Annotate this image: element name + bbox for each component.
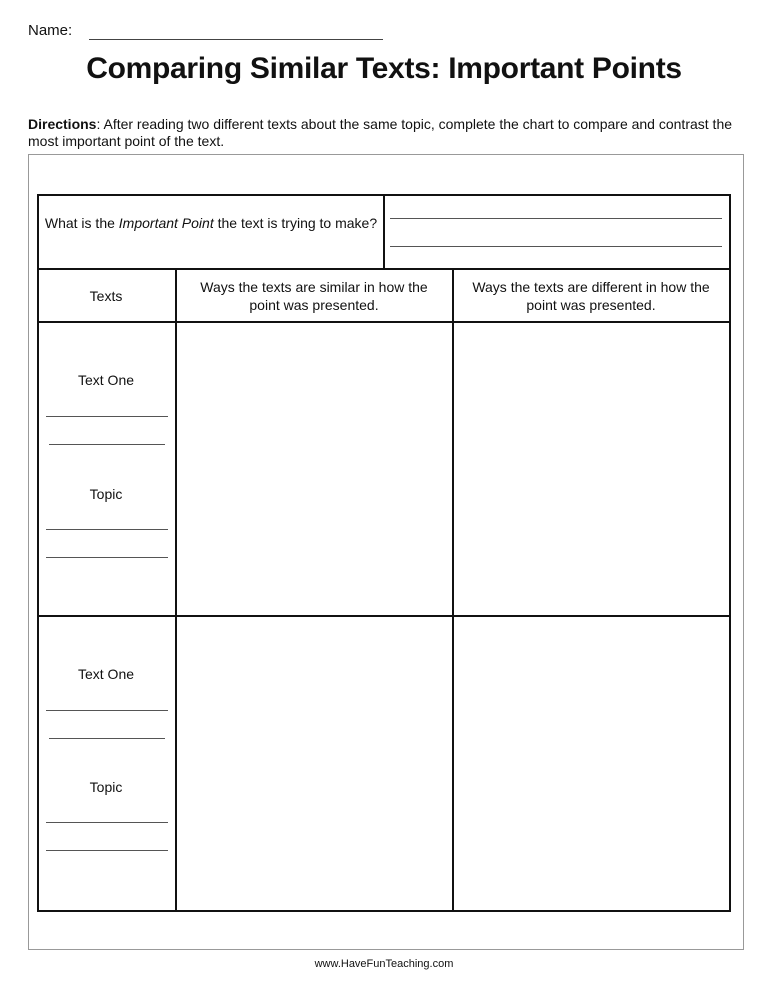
- row1-topic-label: Topic: [89, 486, 123, 502]
- column-header-different: Ways the texts are different in how the point was presented.: [472, 279, 710, 313]
- row1-topic-blank-1[interactable]: [46, 529, 168, 530]
- question-part-2: the text is trying to make?: [213, 215, 378, 231]
- row1-different-cell[interactable]: [454, 323, 729, 615]
- directions-label: Directions: [28, 116, 97, 132]
- row1-text-blank-2[interactable]: [49, 444, 165, 445]
- directions-text: : After reading two different texts about the same topic, complete the chart to compare and contrast the most important point of the text.: [28, 116, 733, 149]
- footer-site: www.HaveFunTeaching.com: [314, 958, 454, 970]
- row1-similar-cell[interactable]: [177, 323, 452, 615]
- column-header-texts: Texts: [89, 288, 123, 304]
- row2-topic-blank-2[interactable]: [46, 850, 168, 851]
- question-divider: [383, 194, 385, 270]
- answer-line-1[interactable]: [390, 218, 722, 219]
- row2-text-blank-1[interactable]: [46, 710, 168, 711]
- question-part-1: What is the: [44, 215, 119, 231]
- row1-topic-blank-2[interactable]: [46, 557, 168, 558]
- row2-text-blank-2[interactable]: [49, 738, 165, 739]
- row2-topic-label: Topic: [89, 779, 123, 795]
- directions: [28, 116, 748, 150]
- question-text: [44, 214, 378, 232]
- answer-line-2[interactable]: [390, 246, 722, 247]
- row2-similar-cell[interactable]: [177, 617, 452, 910]
- question-emphasis: Important Point: [118, 215, 214, 231]
- name-label: Name:: [28, 22, 73, 39]
- row2-different-cell[interactable]: [454, 617, 729, 910]
- column-header-similar: Ways the texts are similar in how the point was presented.: [200, 279, 428, 313]
- row2-topic-blank-1[interactable]: [46, 822, 168, 823]
- row2-text-label: Text One: [77, 666, 135, 682]
- row1-text-blank-1[interactable]: [46, 416, 168, 417]
- page-title: Comparing Similar Texts: Important Points: [86, 52, 682, 85]
- name-line[interactable]: [89, 39, 383, 40]
- row1-text-label: Text One: [77, 372, 135, 388]
